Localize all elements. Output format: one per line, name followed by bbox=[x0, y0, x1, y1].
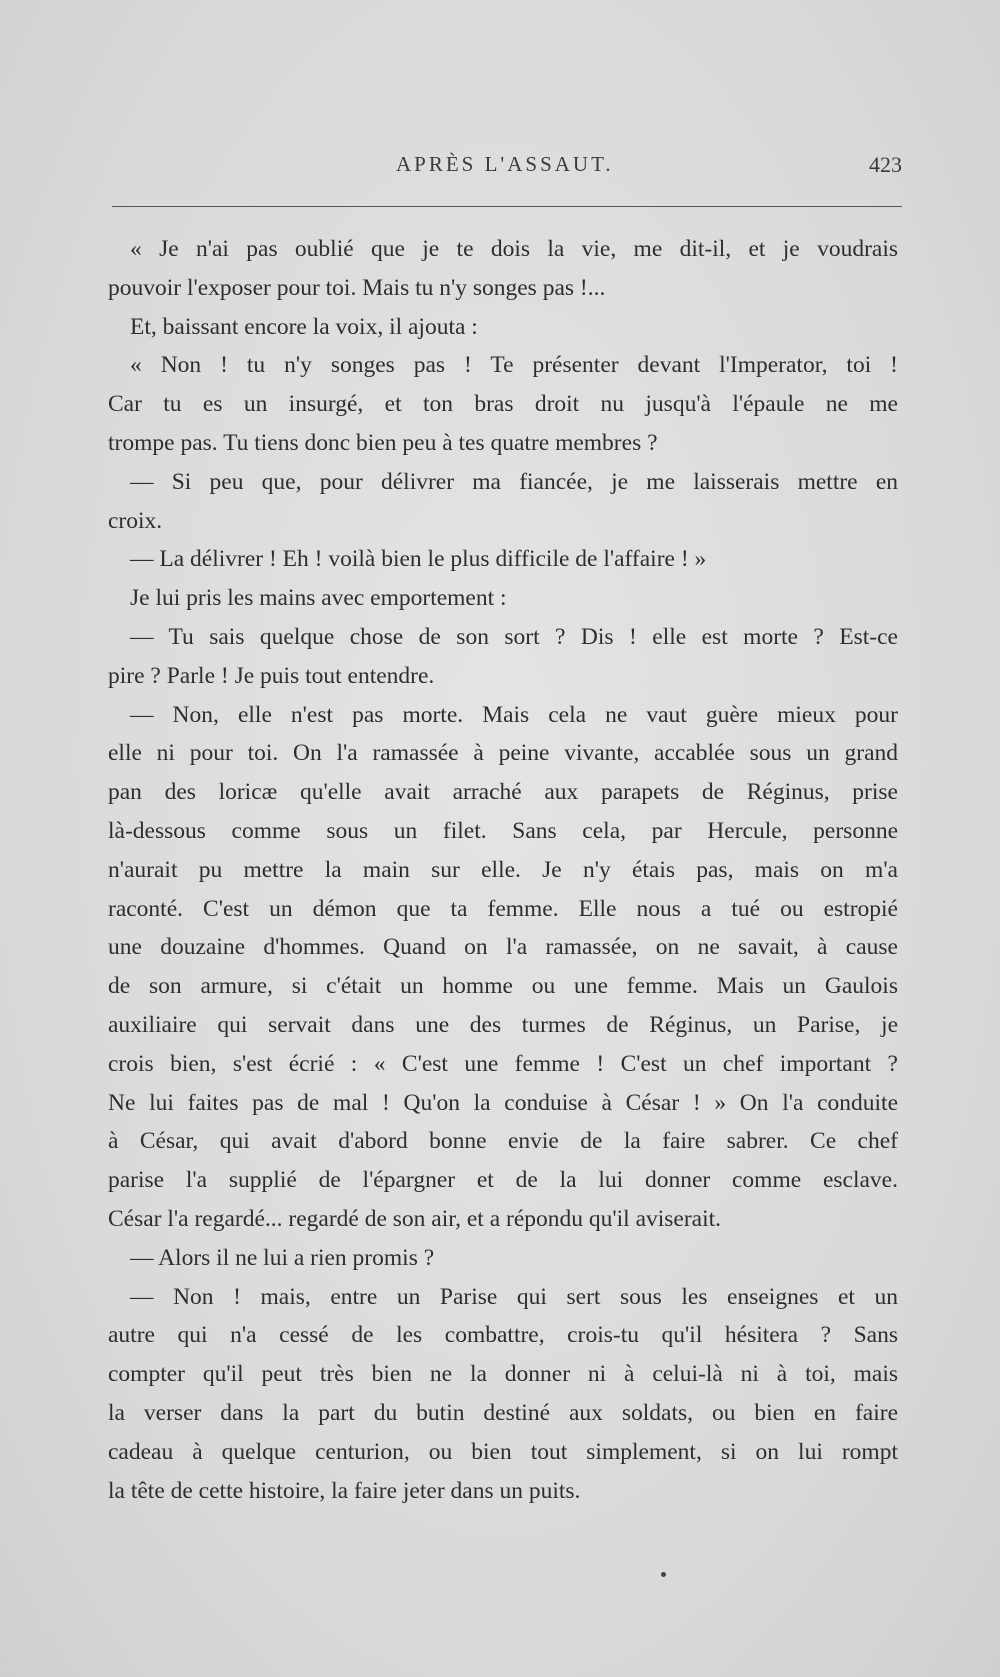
text-line: parise l'a supplié de l'épargner et de la lui donner comme esclave. bbox=[108, 1167, 898, 1194]
text-line: « Je n'ai pas oublié que je te dois la vie, me dit-il, et je voudrais bbox=[130, 236, 898, 262]
text-line: « Non ! tu n'y songes pas ! Te présenter devant l'Imperator, toi ! bbox=[130, 352, 898, 379]
text-line: Car tu es un insurgé, et ton bras droit nu jusqu'à l'épaule ne me bbox=[108, 391, 898, 418]
text-line: une douzaine d'hommes. Quand on l'a ramassée, on ne savait, à cause bbox=[108, 934, 898, 961]
text-line: la verser dans la part du butin destiné aux soldats, ou bien en faire bbox=[108, 1399, 898, 1426]
text-line: la tête de cette histoire, la faire jeter dans un puits. bbox=[108, 1477, 581, 1504]
text-line: Et, baissant encore la voix, il ajouta : bbox=[130, 313, 478, 340]
body-text bbox=[108, 230, 898, 1510]
running-title: APRÈS L'ASSAUT. bbox=[396, 152, 614, 176]
text-line: trompe pas. Tu tiens donc bien peu à tes quatre membres ? bbox=[108, 429, 658, 456]
page-number: 423 bbox=[869, 152, 902, 177]
text-line: — Non, elle n'est pas morte. Mais cela ne vaut guère mieux pour bbox=[130, 701, 898, 728]
text-line: là-dessous comme sous un filet. Sans cela, par Hercule, personne bbox=[108, 817, 898, 844]
text-line: — Non ! mais, entre un Parise qui sert sous les enseignes et un bbox=[130, 1283, 898, 1310]
header-rule bbox=[112, 206, 902, 207]
text-line: de son armure, si c'était un homme ou une femme. Mais un Gaulois bbox=[108, 973, 898, 1000]
text-line: Je lui pris les mains avec emportement : bbox=[130, 585, 507, 612]
text-line: pire ? Parle ! Je puis tout entendre. bbox=[108, 662, 435, 689]
text-line: à César, qui avait d'abord bonne envie de la faire sabrer. Ce chef bbox=[108, 1128, 898, 1155]
text-line: auxiliaire qui servait dans une des turmes de Réginus, un Parise, je bbox=[108, 1011, 898, 1038]
text-line: — Si peu que, pour délivrer ma fiancée, je me laisserais mettre en bbox=[130, 468, 898, 495]
printer-mark bbox=[661, 1572, 666, 1577]
text-line: — Alors il ne lui a rien promis ? bbox=[130, 1244, 435, 1271]
text-line: raconté. C'est un démon que ta femme. Elle nous a tué ou estropié bbox=[108, 895, 898, 922]
text-line: n'aurait pu mettre la main sur elle. Je n'y étais pas, mais on m'a bbox=[108, 856, 898, 883]
text-line: cadeau à quelque centurion, ou bien tout simplement, si on lui rompt bbox=[108, 1438, 898, 1465]
text-line: Ne lui faites pas de mal ! Qu'on la conduise à César ! » On l'a conduite bbox=[108, 1089, 898, 1116]
text-line: elle ni pour toi. On l'a ramassée à peine vivante, accablée sous un grand bbox=[108, 740, 898, 767]
text-line: César l'a regardé... regardé de son air, et a répondu qu'il aviserait. bbox=[108, 1205, 722, 1232]
text-line: crois bien, s'est écrié : « C'est une femme ! C'est un chef important ? bbox=[108, 1050, 898, 1077]
text-line: croix. bbox=[108, 507, 163, 534]
text-line: pan des loricæ qu'elle avait arraché aux parapets de Réginus, prise bbox=[108, 779, 898, 806]
text-line: autre qui n'a cessé de les combattre, crois-tu qu'il hésitera ? Sans bbox=[108, 1322, 898, 1349]
text-line: compter qu'il peut très bien ne la donner ni à celui-là ni à toi, mais bbox=[108, 1361, 898, 1388]
text-line: — Tu sais quelque chose de son sort ? Dis ! elle est morte ? Est-ce bbox=[130, 623, 898, 650]
text-line: — La délivrer ! Eh ! voilà bien le plus difficile de l'affaire ! » bbox=[130, 546, 707, 573]
text-line: pouvoir l'exposer pour toi. Mais tu n'y songes pas !... bbox=[108, 274, 606, 301]
page-header bbox=[112, 152, 902, 186]
